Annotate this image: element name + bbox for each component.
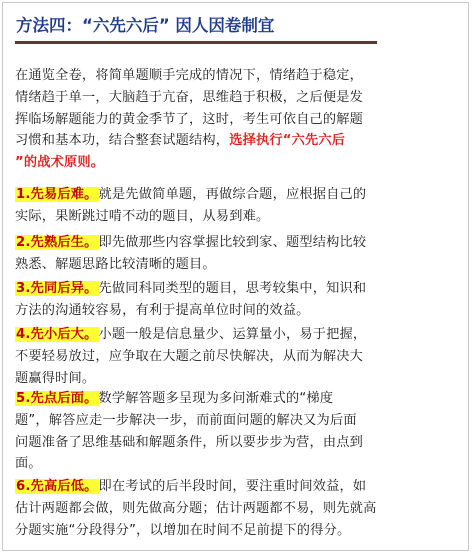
item-text: 数学解答题多呈现为多问渐难式的“梯度: [98, 391, 334, 406]
item-text: 就是先做简单题，再做综合题，应根据自己的: [98, 187, 367, 202]
item-3: [15, 278, 465, 322]
item-text: 小题一般是信息量少、运算量小，易于把握，: [98, 327, 367, 342]
intro-line: 挥临场解题能力的黄金季节了，这时，考生可依自己的解题: [15, 111, 364, 127]
item-4: [15, 324, 465, 389]
item-1: [15, 184, 465, 228]
intro-line: 在通览全卷，将简单题顺手完成的情况下，情绪趋于稳定，: [15, 68, 364, 83]
item-text: 分题实施“分段得分”，以增加在时间不足前提下的得分。: [15, 522, 351, 538]
intro-line-text: 习惯和基本功，结合整套试题结构，: [15, 133, 230, 149]
item-text: 估计两题都会做，则先做高分题；估计两题都不易，则先就高: [15, 500, 377, 516]
item-text: 问题准备了思维基础和解题条件，所以要步步为营，由点到: [15, 434, 364, 450]
item-text: 题”，解答应走一步解决一步，而前面问题的解决又为后面: [15, 412, 357, 428]
title-underline: [15, 41, 377, 44]
item-5: [15, 388, 465, 475]
item-tag: 5.先点后面。: [16, 391, 98, 406]
item-tag: 1.先易后难。: [16, 187, 98, 202]
item-text: 方法的沟通较容易，有利于提高单位时间的效益。: [15, 302, 310, 318]
item-text: 即先做那些内容掌握比较到家、题型结构比较: [98, 235, 367, 250]
section-title: 方法四：“六先六后” 因人因卷制宜: [16, 16, 275, 35]
article-card: [2, 2, 469, 551]
item-text: 即在考试的后半段时间，要注重时间效益，如: [98, 479, 367, 494]
item-text: 实际，果断跳过啃不动的题目，从易到难。: [15, 208, 270, 224]
item-2: [15, 232, 465, 276]
intro-emphasis-end: ”的战术原则。: [15, 155, 105, 171]
item-text: 熟悉、解题思路比较清晰的题目。: [15, 256, 216, 272]
item-text: 先做同科同类型的题目，思考较集中，知识和: [98, 281, 367, 296]
item-tag: 6.先高后低。: [16, 479, 98, 494]
intro-line: 情绪趋于单一，大脑趋于亢奋，思维趋于积极，之后便是发: [15, 89, 364, 105]
intro-paragraph: [15, 65, 465, 174]
item-text: 不要轻易放过，应争取在大题之前尽快解决，从而为解决大: [15, 348, 364, 364]
intro-emphasis: 选择执行“六先六后: [229, 133, 346, 149]
item-tag: 3.先同后异。: [16, 281, 98, 296]
item-tag: 2.先熟后生。: [16, 235, 98, 250]
intro-line: [15, 130, 465, 152]
item-6: [15, 476, 465, 541]
item-tag: 4.先小后大。: [16, 327, 98, 342]
intro-line: [15, 152, 465, 174]
item-text: 题赢得时间。: [15, 370, 96, 386]
item-text: 面。: [15, 456, 42, 472]
